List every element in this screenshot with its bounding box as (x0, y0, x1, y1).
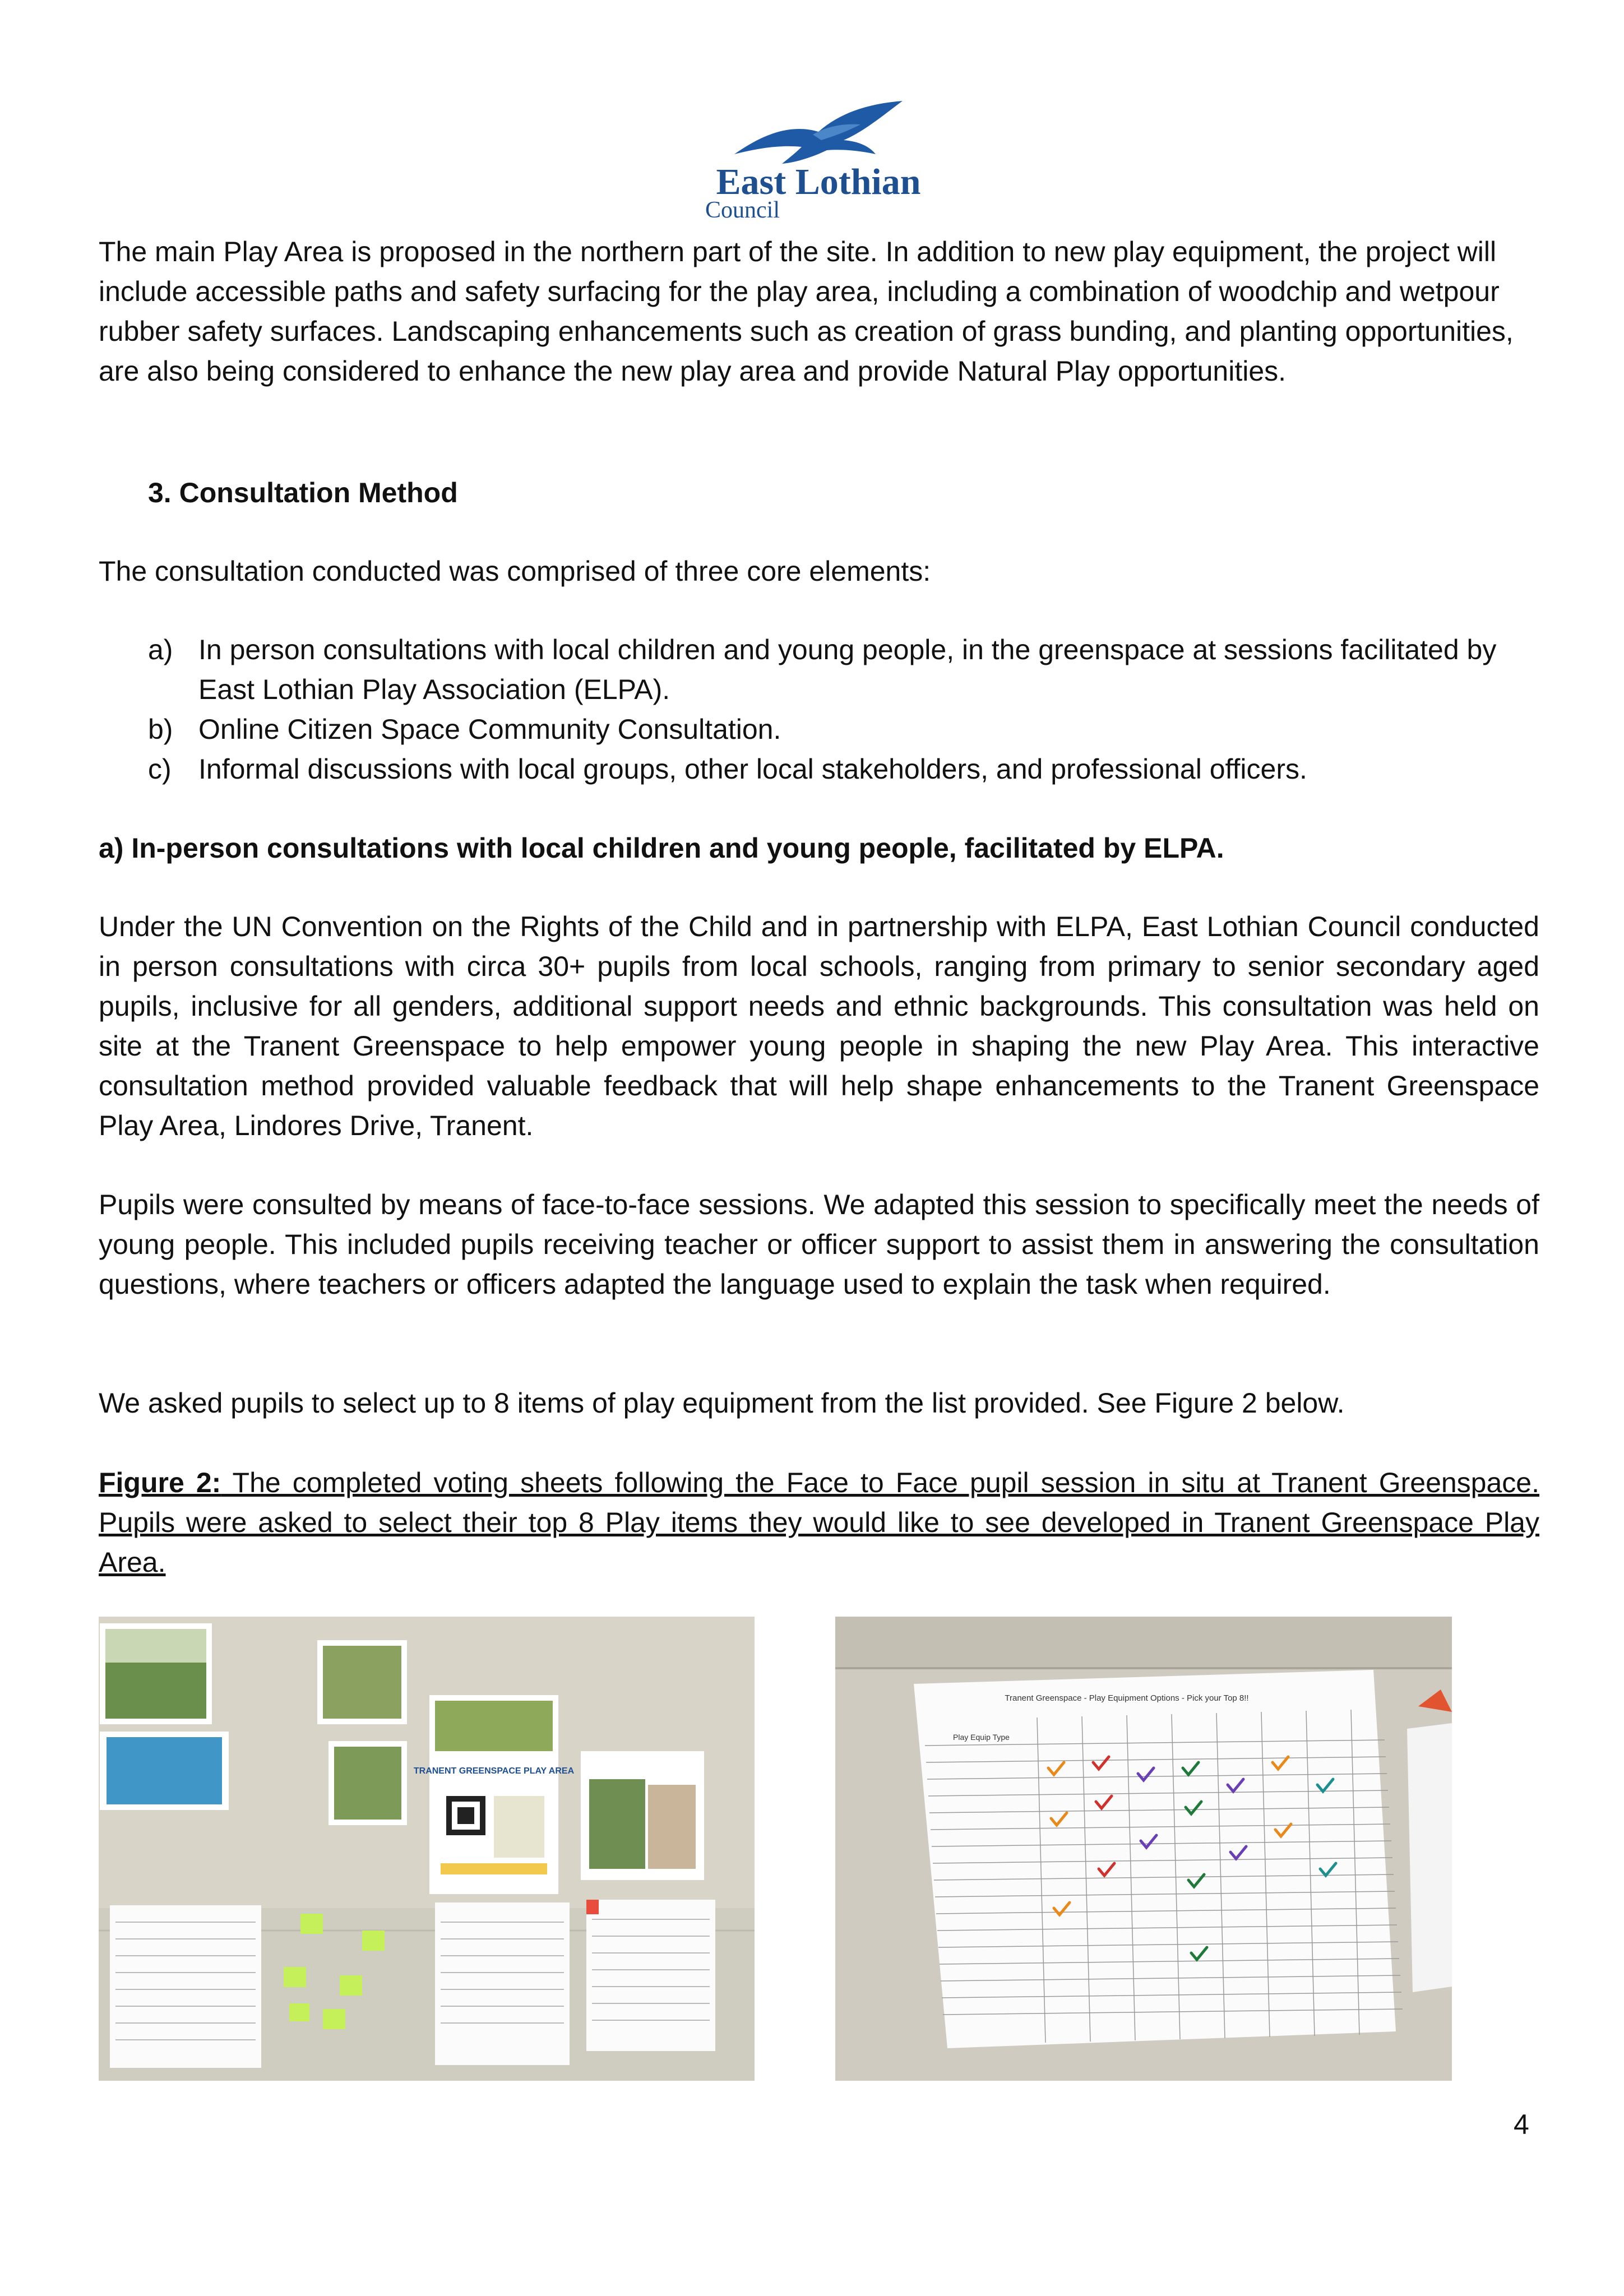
list-item-text: Online Citizen Space Community Consultation. (198, 714, 781, 745)
list-item (99, 630, 1539, 710)
poster-title: TRANENT GREENSPACE PLAY AREA (413, 1766, 575, 1776)
paragraph-pupils: Pupils were consulted by means of face-to-face sessions. We adapted this session to specifically meet the needs of young people. This included pupils receiving teacher or officer support to assist them in answering the consultation questions, where teachers or officers adapted the language used to explain the task when required. (99, 1189, 1539, 1300)
figure-caption-text: The completed voting sheets following the Face to Face pupil session in situ at Tranent Greenspace. Pupils were asked to select their top 8 Play items they would like to see developed in Tranent Greenspace Play Area. (99, 1467, 1539, 1578)
photo-voting-wall (99, 1617, 755, 2081)
paragraph-un-convention: Under the UN Convention on the Rights of the Child and in partnership with ELPA, East Lothian Council conducted in person consultations with circa 30+ pupils from local schools, ranging from primary to senior secondary aged pupils, inclusive for all genders, additional support needs and ethnic backgrounds. This consultation was held on site at the Tranent Greenspace to help empower young people in shaping the new Play Area. This interactive consultation method provided valuable feedback that will help shape enhancements to the Tranent Greenspace Play Area, Lindores Drive, Tranent. (99, 911, 1539, 1141)
logo-org-sub: Council (705, 197, 780, 223)
list-item-text: In person consultations with local children and young people, in the greenspace at sessions facilitated by East Lothian Play Association (ELPA). (198, 634, 1497, 705)
list-marker: a) (148, 634, 173, 665)
sheet-column-header: Play Equip Type (953, 1733, 1010, 1742)
intro-paragraph: The main Play Area is proposed in the northern part of the site. In addition to new play equipment, the project will include accessible paths and safety surfacing for the play area, including a combination of woodchip and wetpour rubber safety surfaces. Landscaping enhancements such as creation of grass bunding, and planting opportunities, are also being considered to enhance the new play area and provide Natural Play opportunities. (99, 236, 1514, 387)
page-number: 4 (1514, 2109, 1529, 2140)
method-intro: The consultation conducted was comprised of three core elements: (99, 556, 931, 587)
list-item (99, 749, 1539, 789)
figure-label: Figure 2: (99, 1467, 221, 1498)
core-elements-list (99, 630, 1539, 789)
list-marker: b) (148, 714, 173, 745)
section-heading: 3. Consultation Method (148, 477, 458, 508)
list-item-text: Informal discussions with local groups, other local stakeholders, and professional officers. (198, 753, 1307, 785)
paragraph-ask: We asked pupils to select up to 8 items of play equipment from the list provided. See Figure 2 below. (99, 1387, 1345, 1419)
logo-org-name: East Lothian (716, 161, 921, 202)
eagle-icon (729, 101, 908, 168)
photo-voting-sheet (835, 1617, 1452, 2081)
subheading: a) In-person consultations with local children and young people, facilitated by ELPA. (99, 832, 1224, 864)
list-item (99, 710, 1539, 749)
list-marker: c) (148, 753, 172, 785)
figure-caption (99, 1463, 1539, 1582)
sheet-title: Tranent Greenspace - Play Equipment Options - Pick your Top 8!! (1005, 1693, 1249, 1703)
east-lothian-logo (695, 101, 942, 230)
